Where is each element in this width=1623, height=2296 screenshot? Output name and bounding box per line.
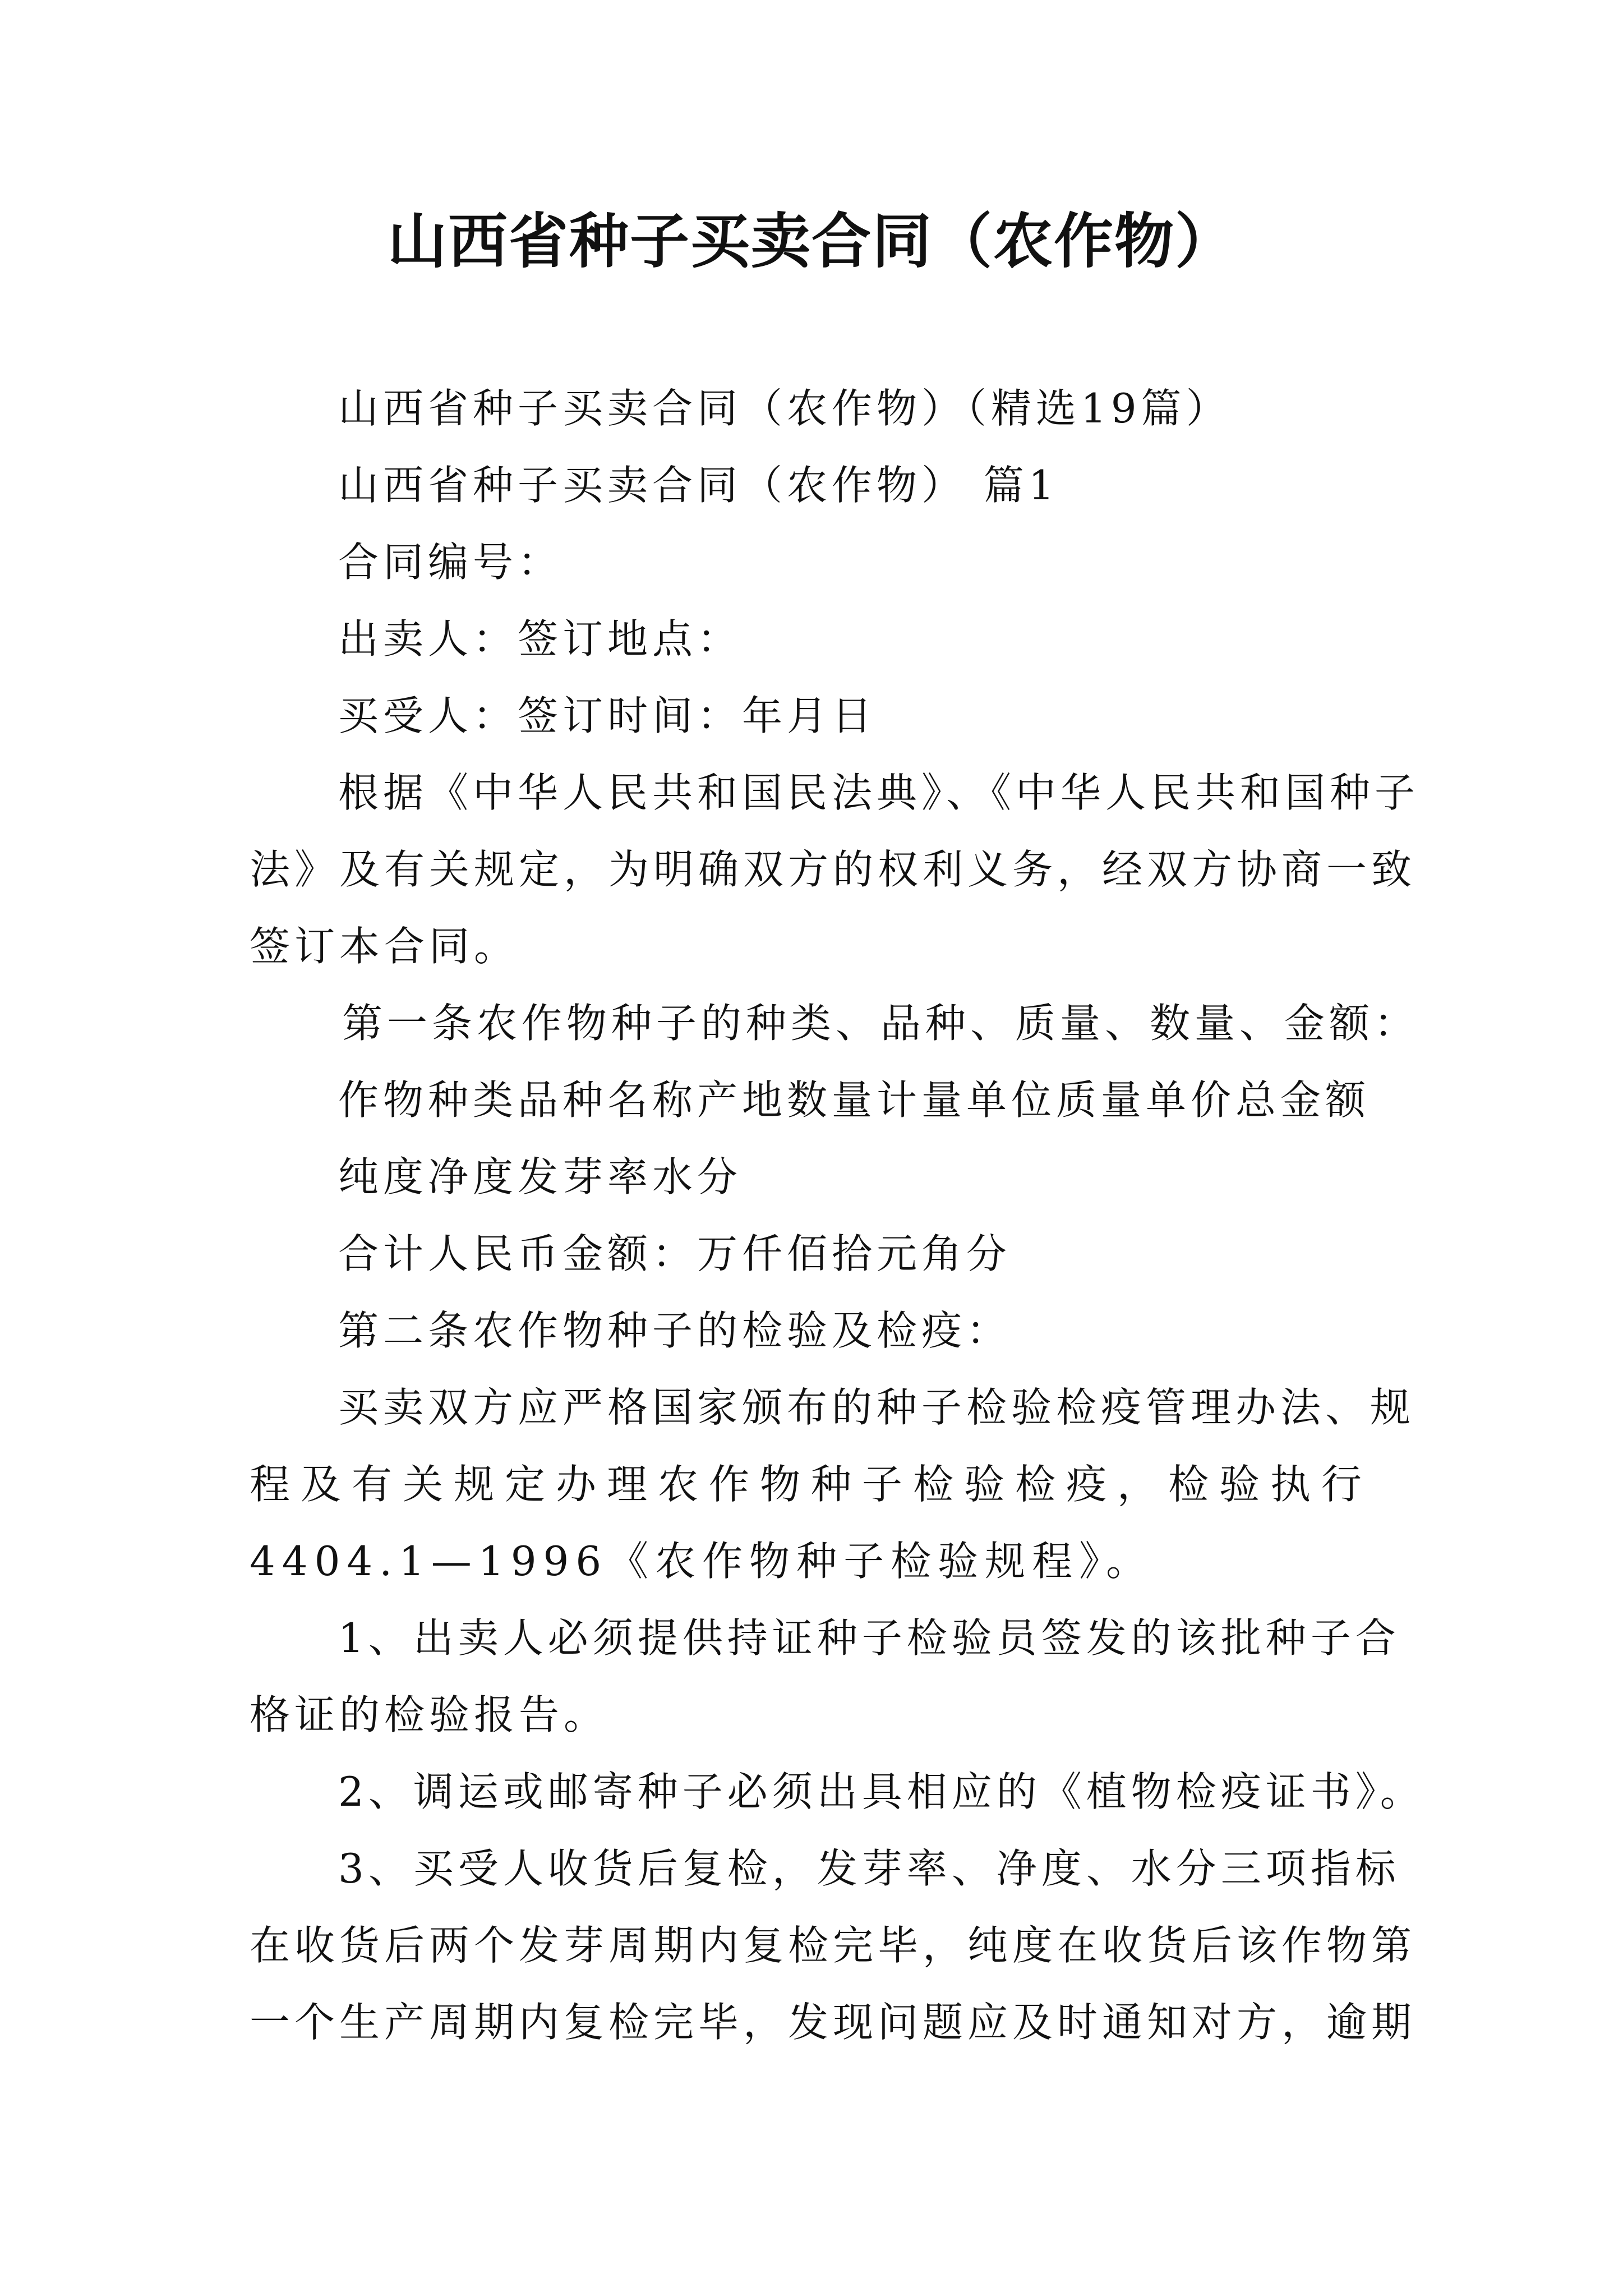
paragraph-line: 买受人：签订时间：年月日: [338, 692, 877, 739]
paragraph-line: 在收货后两个发芽周期内复检完毕，纯度在收货后该作物第: [250, 1922, 1417, 1969]
paragraph-line: 合同编号：: [338, 539, 563, 586]
paragraph-line: 合计人民币金额：万仟佰拾元角分: [338, 1230, 1012, 1277]
paragraph-line: 出卖人：签订地点：: [338, 615, 743, 662]
paragraph-line: 一个生产周期内复检完毕，发现问题应及时通知对方，逾期: [250, 1999, 1417, 2046]
paragraph-line: 法》及有关规定，为明确双方的权利义务，经双方协商一致: [250, 846, 1417, 893]
paragraph-line: 程及有关规定办理农作物种子检验检疫，检验执行: [250, 1461, 1373, 1508]
paragraph-line: 格证的检验报告。: [250, 1691, 609, 1738]
document-body: [250, 370, 1425, 2061]
document-title: 山西省种子买卖合同（农作物）: [388, 206, 1235, 276]
paragraph-line: 1、出卖人必须提供持证种子检验员签发的该批种子合: [338, 1614, 1400, 1662]
paragraph-line: 山西省种子买卖合同（农作物） 篇1: [338, 462, 1059, 509]
paragraph-line: 作物种类品种名称产地数量计量单位质量单价总金额: [338, 1076, 1371, 1124]
paragraph-line: 山西省种子买卖合同（农作物）（精选19篇）: [338, 385, 1231, 432]
paragraph-line: 根据《中华人民共和国民法典》、《中华人民共和国种子: [338, 769, 1420, 816]
paragraph-line: 3、买受人收货后复检，发芽率、净度、水分三项指标: [338, 1845, 1400, 1892]
paragraph-line: 签订本合同。: [250, 923, 519, 970]
paragraph-line: 买卖双方应严格国家颁布的种子检验检疫管理办法、规: [338, 1384, 1415, 1431]
paragraph-line: 第一条农作物种子的种类、品种、质量、数量、金额：: [342, 1000, 1419, 1047]
paragraph-line: 第二条农作物种子的检验及检疫：: [338, 1307, 1012, 1354]
paragraph-line: 4404.1—1996《农作物种子检验规程》。: [250, 1538, 1154, 1585]
paragraph-line: 纯度净度发芽率水分: [338, 1153, 743, 1200]
paragraph-line: 2、调运或邮寄种子必须出具相应的《植物检疫证书》。: [338, 1768, 1425, 1815]
